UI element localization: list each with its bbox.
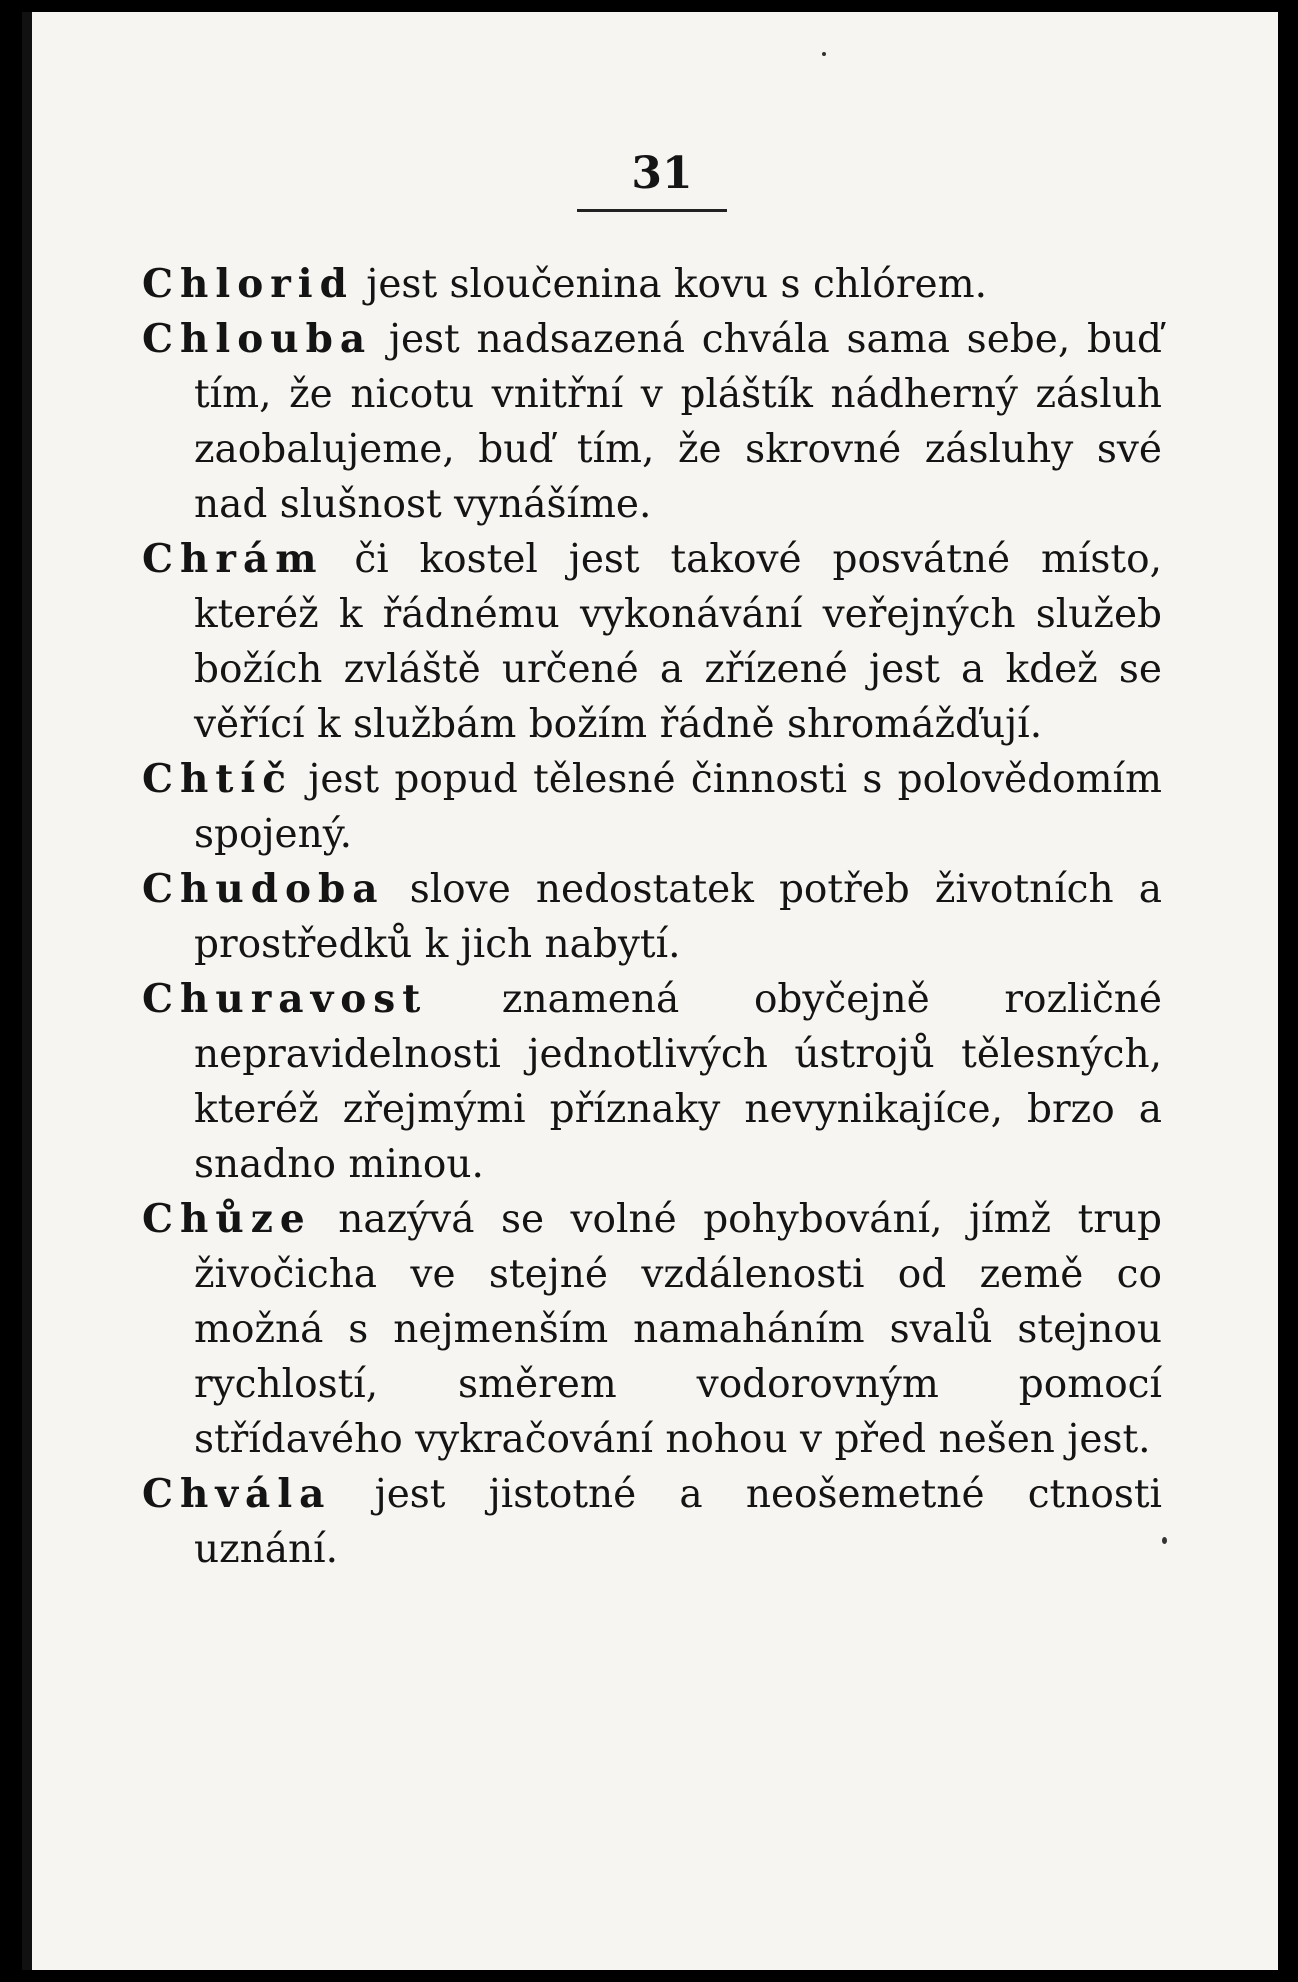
- dictionary-entry: [142, 752, 1162, 862]
- entry-term: Chtíč: [142, 756, 293, 802]
- entry-term: Chudoba: [142, 866, 385, 912]
- page-number-rule: [577, 209, 727, 212]
- entry-term: Chlorid: [142, 261, 354, 307]
- dictionary-entry: [142, 1467, 1162, 1577]
- dictionary-entry: [142, 532, 1162, 752]
- dictionary-entries: [142, 257, 1162, 1577]
- page-number: 31: [631, 148, 693, 199]
- entry-definition: či kostel jest takové posvátné místo, kteréž k řádnému vykonávání veřejných služeb božích zvláště určené a zřízené jest a kdež se věřící k službám božím řádně shromážďují.: [194, 537, 1162, 747]
- dictionary-entry: [142, 862, 1162, 972]
- dictionary-entry: [142, 312, 1162, 532]
- entry-definition: znamená obyčejně rozličné nepravidelnosti jednotlivých ústrojů tělesných, kteréž zřejmými příznaky nevynikajíce, brzo a snadno minou.: [194, 977, 1162, 1187]
- entry-term: Churavost: [142, 976, 428, 1022]
- entry-term: Chvála: [142, 1471, 332, 1517]
- book-page: [22, 12, 1278, 1970]
- entry-definition: jest popud tělesné činnosti s polovědomím spojený.: [194, 757, 1162, 857]
- entry-definition: slove nedostatek potřeb životních a prostředků k jich nabytí.: [194, 867, 1162, 967]
- entry-term: Chrám: [142, 536, 324, 582]
- entry-definition: jest nadsazená chvála sama sebe, buď tím, že nicotu vnitřní v pláštík nádherný zásluh zaobalujeme, buď tím, že skrovné zásluhy své nad slušnost vynášíme.: [194, 317, 1162, 527]
- print-speck: [822, 52, 826, 56]
- entry-definition: jest jistotné a neošemetné ctnosti uznání.: [194, 1472, 1162, 1572]
- dictionary-entry: [142, 972, 1162, 1192]
- entry-term: Chlouba: [142, 316, 373, 362]
- entry-term: Chůze: [142, 1196, 312, 1242]
- entry-definition: nazývá se volné pohybování, jímž trup živočicha ve stejné vzdálenosti od země co možná s nejmenším namaháním svalů stejnou rychlostí, směrem vodorovným pomocí střídavého vykračování nohou v před nešen jest.: [194, 1197, 1162, 1462]
- entry-definition: jest sloučenina kovu s chlórem.: [353, 262, 987, 307]
- dictionary-entry: [142, 257, 1162, 312]
- print-speck: [1162, 1537, 1167, 1544]
- dictionary-entry: [142, 1192, 1162, 1467]
